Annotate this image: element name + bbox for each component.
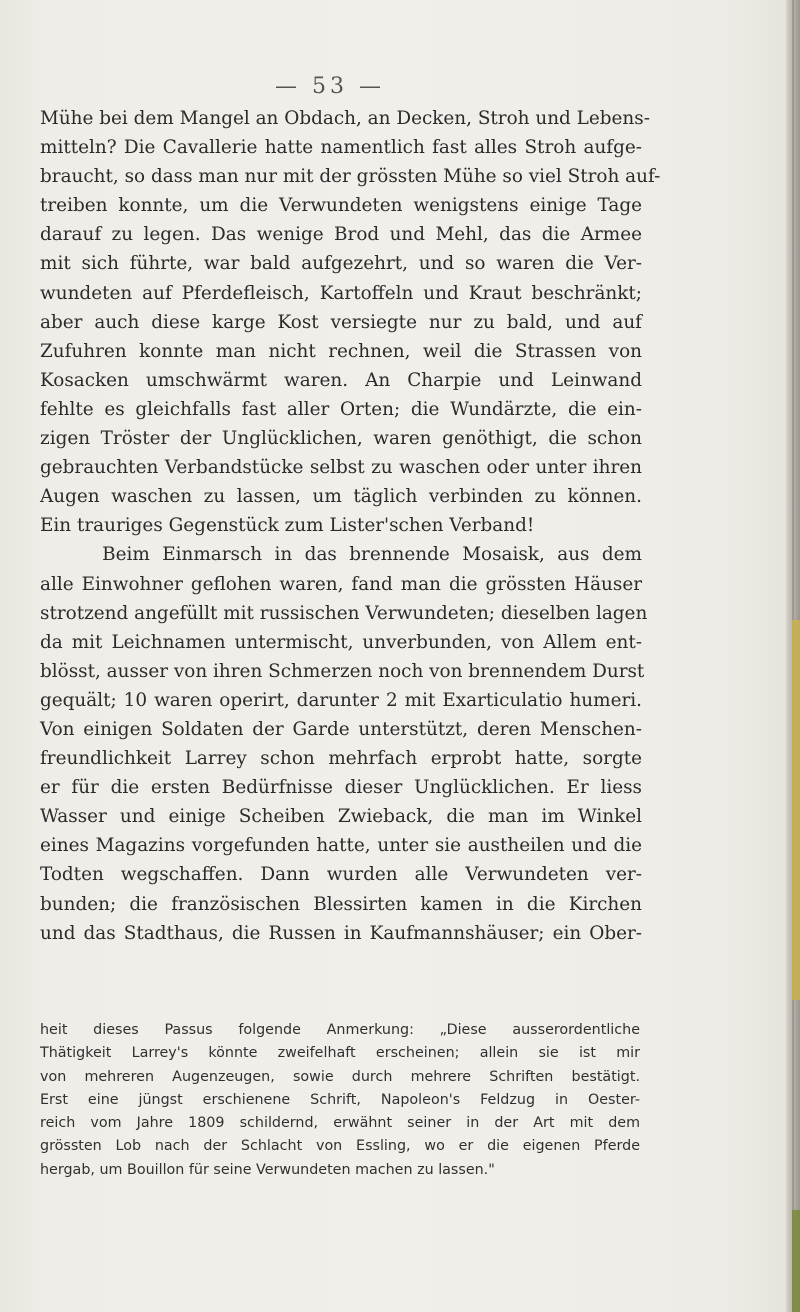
body-line: Zufuhren konnte man nicht rechnen, weil die Strassen von bbox=[40, 340, 642, 362]
body-line: mit sich führte, war bald aufgezehrt, und so waren die Ver- bbox=[40, 253, 642, 275]
body-line: Von einigen Soldaten der Garde unterstützt, deren Menschen- bbox=[40, 718, 642, 740]
body-line: Augen waschen zu lassen, um täglich verbinden zu können. bbox=[40, 486, 642, 508]
footnote-line: von mehreren Augenzeugen, sowie durch mehrere Schriften bestätigt. bbox=[40, 1068, 640, 1085]
body-line: eines Magazins vorgefunden hatte, unter sie austheilen und die bbox=[40, 835, 642, 857]
paragraph-end-line: Ein trauriges Gegenstück zum Lister'schen Verband! bbox=[40, 515, 535, 537]
footnote-line: Erst eine jüngst erschienene Schrift, Napoleon's Feldzug in Oester- bbox=[40, 1091, 640, 1108]
body-line: bunden; die französischen Blessirten kamen in die Kirchen bbox=[40, 893, 642, 915]
body-line: wundeten auf Pferdefleisch, Kartoffeln und Kraut beschränkt; bbox=[40, 282, 642, 304]
body-text bbox=[40, 104, 661, 948]
body-line: alle Einwohner geflohen waren, fand man die grössten Häuser bbox=[40, 573, 642, 595]
body-line: Mühe bei dem Mangel an Obdach, an Decken, Stroh und Lebens- bbox=[40, 108, 650, 129]
body-line: strotzend angefüllt mit russischen Verwundeten; dieselben lagen bbox=[40, 602, 648, 624]
footnote-line: reich vom Jahre 1809 schildernd, erwähnt seiner in der Art mit dem bbox=[40, 1115, 640, 1132]
paragraph-start-line: Beim Einmarsch in das brennende Mosaisk, aus dem bbox=[40, 544, 642, 566]
body-line: aber auch diese karge Kost versiegte nur zu bald, und auf bbox=[40, 311, 642, 333]
body-line: zigen Tröster der Unglücklichen, waren genöthigt, die schon bbox=[40, 428, 642, 450]
body-line: Kosacken umschwärmt waren. An Charpie und Leinwand bbox=[40, 369, 642, 391]
body-line: treiben konnte, um die Verwundeten wenigstens einige Tage bbox=[40, 195, 642, 217]
page-edge-stain bbox=[792, 1210, 800, 1312]
body-line: gequält; 10 waren operirt, darunter 2 mit Exarticulatio humeri. bbox=[40, 689, 642, 711]
body-line: braucht, so dass man nur mit der grössten Mühe so viel Stroh auf- bbox=[40, 166, 661, 188]
footnote-line: Thätigkeit Larrey's könnte zweifelhaft erscheinen; allein sie ist mir bbox=[40, 1045, 640, 1062]
footnote-line: hergab, um Bouillon für seine Verwundeten machen zu lassen." bbox=[40, 1161, 495, 1178]
body-line: fehlte es gleichfalls fast aller Orten; die Wundärzte, die ein- bbox=[40, 398, 642, 420]
footnote-line: heit dieses Passus folgende Anmerkung: „Diese ausserordentliche bbox=[40, 1022, 640, 1038]
body-line: er für die ersten Bedürfnisse dieser Unglücklichen. Er liess bbox=[40, 777, 642, 799]
body-line: und das Stadthaus, die Russen in Kaufmannshäuser; ein Ober- bbox=[40, 922, 642, 944]
body-line: freundlichkeit Larrey schon mehrfach erprobt hatte, sorgte bbox=[40, 748, 642, 770]
footnote bbox=[40, 1019, 640, 1182]
body-line: da mit Leichnamen untermischt, unverbunden, von Allem ent- bbox=[40, 631, 642, 653]
page-edge-stain bbox=[792, 620, 800, 1000]
footnote-line: grössten Lob nach der Schlacht von Essling, wo er die eigenen Pferde bbox=[40, 1138, 640, 1155]
body-line: blösst, ausser von ihren Schmerzen noch von brennendem Durst bbox=[40, 660, 645, 682]
page-number: — 53 — bbox=[275, 74, 385, 99]
body-line: Todten wegschaffen. Dann wurden alle Verwundeten ver- bbox=[40, 864, 642, 886]
body-line: mitteln? Die Cavallerie hatte namentlich fast alles Stroh aufge- bbox=[40, 137, 642, 159]
body-line: Wasser und einige Scheiben Zwieback, die man im Winkel bbox=[40, 806, 642, 828]
body-line: darauf zu legen. Das wenige Brod und Mehl, das die Armee bbox=[40, 224, 642, 246]
body-line: gebrauchten Verbandstücke selbst zu waschen oder unter ihren bbox=[40, 457, 642, 479]
